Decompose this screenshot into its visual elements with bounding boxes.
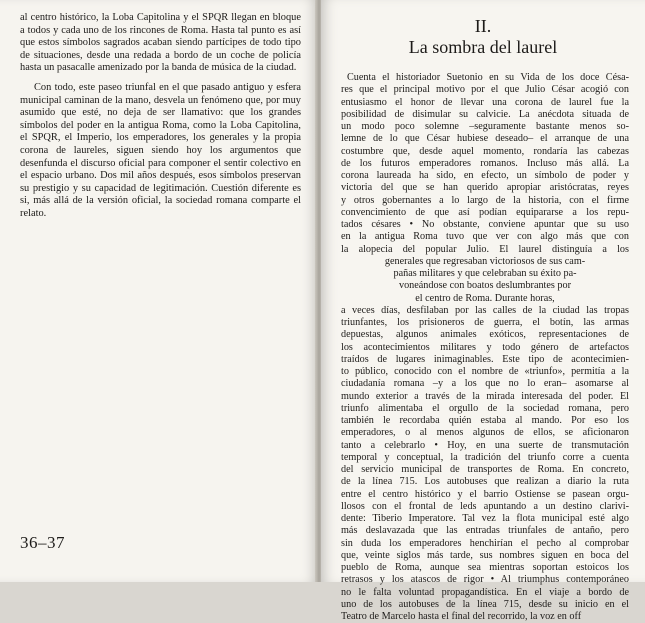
text-line: los acontecimientos militares y todo género de artefactos	[341, 341, 629, 353]
text-line: costumbre que, desde aquel momento, rondaría las cabezas	[341, 145, 629, 157]
text-line: entusiasmo el honor de llevar una corona de laurel fue la	[341, 96, 629, 108]
text-line: a veces días, desfilaban por las calles de la ciudad las tropas	[341, 304, 629, 316]
page-numbers: 36–37	[20, 533, 65, 552]
text-line: to público, conocido con el nombre de «triunfo», permitía a la	[341, 366, 629, 377]
left-page	[0, 0, 318, 582]
text-line: de los futuros emperadores romanos. Incluso más allá. La	[341, 157, 629, 169]
text-line: y otros gobernantes a lo largo de la historia, con el firme	[341, 194, 629, 206]
text-line: llosos con el frontal de leds apuntando a un destino clarivi-	[341, 500, 629, 512]
chapter-number: II.	[474, 16, 492, 36]
text-line: dente: Tiberio Imperatore. Tal vez la flota municipal esté algo	[341, 513, 629, 524]
left-paragraph-2: Con todo, este paseo triunfal en el que pasado antiguo y esfera municipal caminan de la mano, desvela un fenómeno que, por muy asumido que esté, no deja de ser llamativo: que los grandes símbolos del poder en la antigua Roma, como la Loba Capitolina, el SPQR, el Imperio, los emperadores, los generales y la propia corona de laureles, siguen siendo hoy los argumentos que desenfunda el discurso oficial para componer el sentir colectivo en el espacio urbano. Dos mil años después, esos símbolos preservan su prestigio y su capacidad de legitimación. Cuestión diferente es si, más allá de la versión oficial, la sociedad romana comparte el relato.	[20, 81, 301, 219]
text-line: de la línea 715. Los autobuses que realizan a diario la ruta	[341, 476, 629, 488]
text-line: también le recordaba quién estaba al mando. Por eso los	[341, 415, 629, 426]
text-line: traídos de lugares inimaginables. Este tipo de acontecimien-	[341, 353, 629, 365]
right-page-body	[341, 72, 629, 623]
right-page	[321, 0, 645, 622]
text-line: más deslavazada que las entradas triunfales de antaño, pero	[341, 525, 629, 537]
text-line: sin duda los emperadores henchirían el pecho al comprobar	[341, 537, 629, 549]
text-line: voneándose con boatos deslumbrantes por	[398, 280, 571, 292]
text-line: emperadores, o al menos algunos de ellos, se aficionaron	[341, 427, 629, 439]
text-line: posibilidad de disimular su calvicie. La anécdota situada de	[341, 108, 629, 120]
left-paragraph-1: al centro histórico, la Loba Capitolina y el SPQR llegan en bloque a todos y cada uno de los rincones de Roma. Hasta tal punto es así que estos símbolos sagrados acaban siendo partícipes de todo tipo de situaciones, desde una redada a bordo de un coche de policía hasta un pasacalle amenizado por la banda de música de la ciudad.	[20, 12, 301, 74]
chapter-title: La sombra del laurel	[408, 37, 558, 57]
text-line: corona laureada ha sido, en efecto, un símbolo de poder y	[341, 170, 629, 181]
text-line: Cuenta el historiador Suetonio en su Vida de los doce Césa-	[347, 72, 629, 83]
text-line: un modo poco solemne –seguramente bastante menos so-	[341, 121, 629, 132]
text-line: en la antigua Roma tuvo que ver con algo más que con	[341, 231, 629, 243]
text-line: el centro de Roma. Durante horas,	[415, 292, 555, 304]
text-line: del servicio municipal de transportes de Roma. En concreto,	[341, 464, 629, 475]
text-line: temporal y conceptual, la tradición del triunfo corre a cuenta	[341, 451, 629, 463]
text-line: pañas militares y que celebraban su éxito pa-	[393, 268, 577, 279]
text-line: entre el centro histórico y el barrio Ostiense se pasean orgu-	[341, 488, 629, 500]
text-line: convencimiento de que así podían equipararse a los repu-	[341, 206, 629, 218]
text-line: generales que regresaban victoriosos de sus cam-	[384, 255, 586, 267]
text-line: victoria del que se han querido apropiar aristócratas, reyes	[341, 182, 629, 194]
text-line: triunfo alimentaba el orgullo de la sociedad romana, pero	[341, 402, 629, 414]
text-line: tados césares • No obstante, conviene apuntar que su uso	[341, 219, 629, 230]
text-line: no le falta voluntad propagandística. En el viaje a bordo de	[341, 586, 629, 598]
text-line: mundo exterior a través de la mirada interesada del poder. El	[341, 390, 629, 402]
text-line: depuestas, algunos animales exóticos, representaciones de	[341, 329, 629, 341]
text-line: uno de los autobuses de la línea 715, desde su inicio en el	[341, 598, 629, 610]
text-line: tanto a celebrarlo • Hoy, en una suerte de transmutación	[341, 439, 629, 451]
text-line: que, veinte siglos más tarde, sus nombres siguen en boca del	[341, 549, 629, 561]
text-line: pueblo de Roma, aunque sea mientras soportan estoicos los	[341, 562, 629, 573]
text-line: la alopecia del popular Julio. El laurel distinguía a los	[341, 243, 629, 255]
text-line: lemne de lo que César hubiese deseado– el arranque de una	[341, 133, 629, 145]
left-page-body	[20, 12, 301, 221]
text-line: res que el principal motivo por el que Julio César acogió con	[341, 84, 629, 96]
text-line: ciudadanía romana –y a los que no lo eran– asomarse al	[341, 378, 629, 390]
text-line: triunfantes, los prisioneros de guerra, el botín, las armas	[341, 317, 629, 328]
text-line: Teatro de Marcelo hasta el final del recorrido, la voz en off	[341, 611, 582, 622]
text-line: retrasos y los atascos de rigor • Al triumphus contemporáneo	[341, 574, 629, 586]
